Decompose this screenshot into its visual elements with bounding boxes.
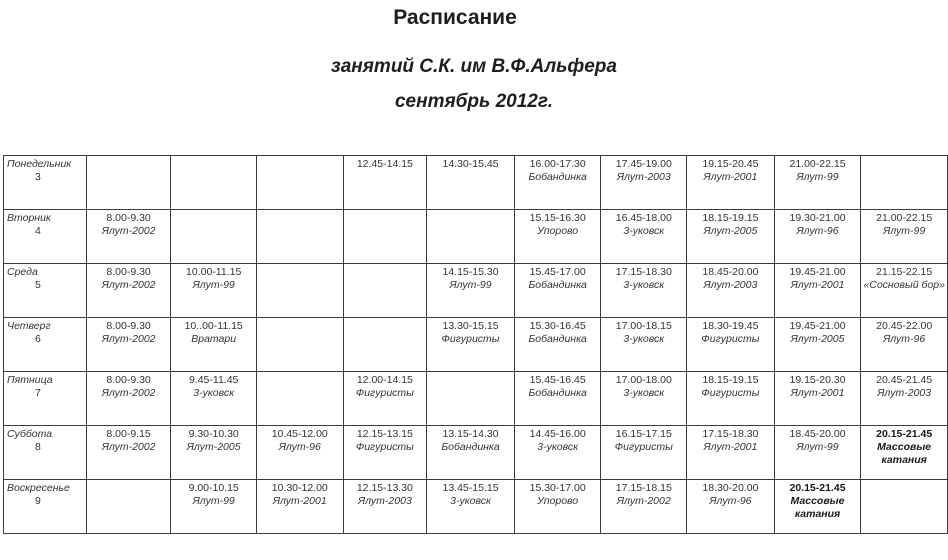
session-time: 19.30-21.00 <box>789 212 846 224</box>
empty-cell <box>256 210 343 264</box>
empty-cell <box>86 156 171 210</box>
schedule-row <box>4 264 948 318</box>
session-cell <box>687 372 775 426</box>
session-group: Фигуристы <box>701 333 760 345</box>
session-group: Бобандинка <box>441 441 500 453</box>
day-cell <box>4 318 87 372</box>
session-group: Фигуристы <box>614 441 673 453</box>
session-cell <box>687 210 775 264</box>
session-group: Ялут-2003 <box>357 495 412 507</box>
session-time: 17.45-19.00 <box>615 158 672 170</box>
session-cell <box>171 426 257 480</box>
empty-cell <box>171 210 257 264</box>
session-cell <box>774 480 861 534</box>
session-group: Ялут-2005 <box>703 225 758 237</box>
session-time: 10..00-11.15 <box>184 320 243 332</box>
schedule-row <box>4 426 948 480</box>
session-group: 3-уковск <box>623 225 665 237</box>
session-cell <box>86 426 171 480</box>
session-cell <box>514 210 601 264</box>
day-cell <box>4 264 87 318</box>
session-time: 21.15-22.15 <box>876 266 933 278</box>
session-time: 18.15-19.15 <box>702 374 759 386</box>
day-name: Пятница <box>7 374 53 386</box>
day-cell <box>4 210 87 264</box>
session-time: 14.15-15.30 <box>442 266 499 278</box>
schedule-row <box>4 480 948 534</box>
session-time: 10.45-12.00 <box>271 428 328 440</box>
session-group: Бобандинка <box>528 171 587 183</box>
empty-cell <box>256 264 343 318</box>
session-time: 15.30-16.45 <box>529 320 586 332</box>
session-cell <box>343 372 427 426</box>
session-cell <box>427 264 515 318</box>
day-number: 8 <box>35 441 41 453</box>
day-cell <box>4 156 87 210</box>
session-group: Ялут-2001 <box>790 387 845 399</box>
session-group: Упорово <box>537 225 579 237</box>
session-time: 13.30-15.15 <box>442 320 499 332</box>
session-time: 10.30-12.00 <box>271 482 328 494</box>
session-group: Ялут-99 <box>796 441 839 453</box>
session-time: 14.30-15.45 <box>442 158 499 170</box>
session-cell <box>171 264 257 318</box>
session-group: Ялут-99 <box>192 279 235 291</box>
session-cell <box>601 372 687 426</box>
session-time: 18.30-20.00 <box>702 482 759 494</box>
session-cell <box>171 372 257 426</box>
day-name: Вторник <box>7 212 51 224</box>
session-time: 10.00-11.15 <box>186 266 242 278</box>
empty-cell <box>343 318 427 372</box>
day-name: Суббота <box>7 428 53 440</box>
session-group: Ялут-2002 <box>101 333 156 345</box>
session-cell <box>343 426 427 480</box>
session-cell <box>774 156 861 210</box>
session-cell <box>687 264 775 318</box>
session-cell <box>774 318 861 372</box>
session-group: Бобандинка <box>528 387 587 399</box>
session-time: 17.00-18.15 <box>615 320 672 332</box>
session-time: 18.45-20.00 <box>789 428 846 440</box>
session-time: 19.15-20.45 <box>702 158 759 170</box>
day-name: Понедельник <box>7 158 72 170</box>
session-group: Ялут-2002 <box>101 441 156 453</box>
session-time: 18.45-20.00 <box>702 266 759 278</box>
empty-cell <box>171 156 257 210</box>
session-group: 3-уковск <box>537 441 579 453</box>
session-time: 12.45-14.15 <box>356 158 413 170</box>
session-time: 20.15-21.45 <box>789 482 846 494</box>
session-time: 12.15-13.15 <box>356 428 413 440</box>
session-group: Ялут-2003 <box>616 171 671 183</box>
session-group: Упорово <box>537 495 579 507</box>
session-time: 15.45-17.00 <box>529 266 586 278</box>
session-time: 8.00-9.30 <box>106 374 151 386</box>
empty-cell <box>256 156 343 210</box>
session-cell <box>256 480 343 534</box>
session-group: Ялут-99 <box>192 495 235 507</box>
session-time: 9.30-10.30 <box>188 428 239 440</box>
session-cell <box>774 426 861 480</box>
day-number: 3 <box>35 171 41 183</box>
session-group: Ялут-2001 <box>703 171 758 183</box>
session-group: 3-уковск <box>193 387 235 399</box>
session-time: 9.45-11.45 <box>188 374 239 386</box>
session-time: 16.45-18.00 <box>615 212 672 224</box>
session-time: 17.15-18.30 <box>702 428 759 440</box>
schedule-table <box>3 155 948 534</box>
session-group: Фигуристы <box>441 333 500 345</box>
session-time: 15.30-17.00 <box>529 482 586 494</box>
session-cell <box>427 156 515 210</box>
session-time: 8.00-9.30 <box>106 266 151 278</box>
day-name: Среда <box>7 266 38 278</box>
session-time: 17.00-18.00 <box>615 374 672 386</box>
session-cell <box>601 210 687 264</box>
empty-cell <box>86 480 171 534</box>
session-cell <box>514 318 601 372</box>
session-group: Фигуристы <box>355 441 414 453</box>
session-cell <box>86 264 171 318</box>
session-cell <box>601 426 687 480</box>
session-group: Ялут-2002 <box>101 225 156 237</box>
session-group: Ялут-2001 <box>272 495 327 507</box>
session-group: 3-уковск <box>623 333 665 345</box>
session-time: 21.00-22.15 <box>876 212 933 224</box>
day-cell <box>4 480 87 534</box>
session-time: 15.15-16.30 <box>529 212 586 224</box>
session-cell <box>687 426 775 480</box>
session-time: 8.00-9.30 <box>106 320 151 332</box>
session-group: «Сосновый бор» <box>863 279 945 291</box>
session-group: 3-уковск <box>623 279 665 291</box>
session-group: Ялут-2005 <box>186 441 241 453</box>
session-cell <box>687 156 775 210</box>
empty-cell <box>343 264 427 318</box>
session-group: Ялут-2002 <box>616 495 671 507</box>
page-title: Расписание <box>393 6 517 29</box>
session-group: 3-уковск <box>623 387 665 399</box>
session-time: 17.15-18.30 <box>615 266 672 278</box>
session-time: 18.30-19.45 <box>702 320 759 332</box>
session-group: Ялут-2002 <box>101 279 156 291</box>
session-group: Фигуристы <box>355 387 414 399</box>
day-number: 6 <box>35 333 41 345</box>
session-time: 20.45-22.00 <box>876 320 933 332</box>
session-time: 15.45-16.45 <box>529 374 586 386</box>
empty-cell <box>256 318 343 372</box>
session-group: Бобандинка <box>528 333 587 345</box>
session-group: Массовые катания <box>877 441 932 466</box>
day-name: Воскресенье <box>7 482 70 494</box>
session-time: 20.15-21.45 <box>876 428 933 440</box>
session-cell <box>86 210 171 264</box>
session-cell <box>514 480 601 534</box>
session-time: 18.15-19.15 <box>702 212 759 224</box>
session-cell <box>427 480 515 534</box>
session-time: 8.00-9.30 <box>106 212 151 224</box>
session-cell <box>774 372 861 426</box>
session-cell <box>171 318 257 372</box>
empty-cell <box>256 372 343 426</box>
session-cell <box>861 318 948 372</box>
empty-cell <box>861 156 948 210</box>
session-cell <box>687 318 775 372</box>
day-name: Четверг <box>7 320 51 332</box>
session-group: Ялут-96 <box>278 441 321 453</box>
session-cell <box>86 318 171 372</box>
session-cell <box>343 480 427 534</box>
session-time: 16.15-17.15 <box>615 428 672 440</box>
session-group: Массовые катания <box>790 495 845 520</box>
day-cell <box>4 372 87 426</box>
session-cell <box>687 480 775 534</box>
session-cell <box>256 426 343 480</box>
session-group: Ялут-99 <box>883 225 926 237</box>
session-cell <box>171 480 257 534</box>
session-cell <box>343 156 427 210</box>
session-cell <box>514 426 601 480</box>
schedule-period: сентябрь 2012г. <box>394 91 554 112</box>
session-group: 3-уковск <box>450 495 491 507</box>
session-time: 8.00-9.15 <box>106 428 151 440</box>
schedule-row <box>4 210 948 264</box>
page-subtitle: занятий С.К. им В.Ф.Альфера <box>331 56 617 77</box>
empty-cell <box>427 210 515 264</box>
session-cell <box>514 372 601 426</box>
schedule-row <box>4 318 948 372</box>
session-cell <box>514 264 601 318</box>
empty-cell <box>861 480 948 534</box>
day-number: 9 <box>35 495 41 507</box>
session-group: Вратари <box>191 333 237 345</box>
day-number: 7 <box>35 387 41 399</box>
session-time: 19.45-21.00 <box>789 266 846 278</box>
session-cell <box>861 210 948 264</box>
session-group: Ялут-2005 <box>790 333 845 345</box>
session-time: 9.00-10.15 <box>188 482 239 494</box>
session-cell <box>427 426 515 480</box>
schedule-row <box>4 156 948 210</box>
session-cell <box>601 480 687 534</box>
day-cell <box>4 426 87 480</box>
session-group: Ялут-96 <box>883 333 926 345</box>
session-time: 17.15-18.15 <box>615 482 672 494</box>
session-group: Ялут-2002 <box>101 387 156 399</box>
session-group: Ялут-99 <box>796 171 839 183</box>
session-group: Ялут-2003 <box>703 279 758 291</box>
session-cell <box>86 372 171 426</box>
session-group: Фигуристы <box>701 387 760 399</box>
session-group: Ялут-96 <box>709 495 752 507</box>
session-group: Ялут-2003 <box>877 387 932 399</box>
session-time: 14.45-16.00 <box>529 428 586 440</box>
session-group: Ялут-96 <box>796 225 839 237</box>
session-cell <box>514 156 601 210</box>
session-cell <box>861 426 948 480</box>
session-cell <box>427 318 515 372</box>
session-cell <box>601 156 687 210</box>
session-cell <box>601 264 687 318</box>
session-cell <box>774 210 861 264</box>
session-group: Ялут-2001 <box>790 279 845 291</box>
session-cell <box>774 264 861 318</box>
session-time: 16.00-17.30 <box>529 158 586 170</box>
session-cell <box>861 372 948 426</box>
session-group: Ялут-2001 <box>703 441 758 453</box>
session-time: 19.45-21.00 <box>789 320 846 332</box>
empty-cell <box>427 372 515 426</box>
session-time: 21.00-22.15 <box>789 158 846 170</box>
session-time: 13.15-14.30 <box>442 428 499 440</box>
session-group: Бобандинка <box>528 279 587 291</box>
session-time: 12.00-14.15 <box>356 374 413 386</box>
session-cell <box>861 264 948 318</box>
session-cell <box>601 318 687 372</box>
day-number: 4 <box>35 225 41 237</box>
session-time: 13.45-15.15 <box>442 482 499 494</box>
empty-cell <box>343 210 427 264</box>
day-number: 5 <box>35 279 41 291</box>
session-time: 12.15-13.30 <box>356 482 413 494</box>
session-time: 20.45-21.45 <box>876 374 933 386</box>
schedule-row <box>4 372 948 426</box>
session-time: 19.15-20.30 <box>789 374 846 386</box>
session-group: Ялут-99 <box>449 279 492 291</box>
